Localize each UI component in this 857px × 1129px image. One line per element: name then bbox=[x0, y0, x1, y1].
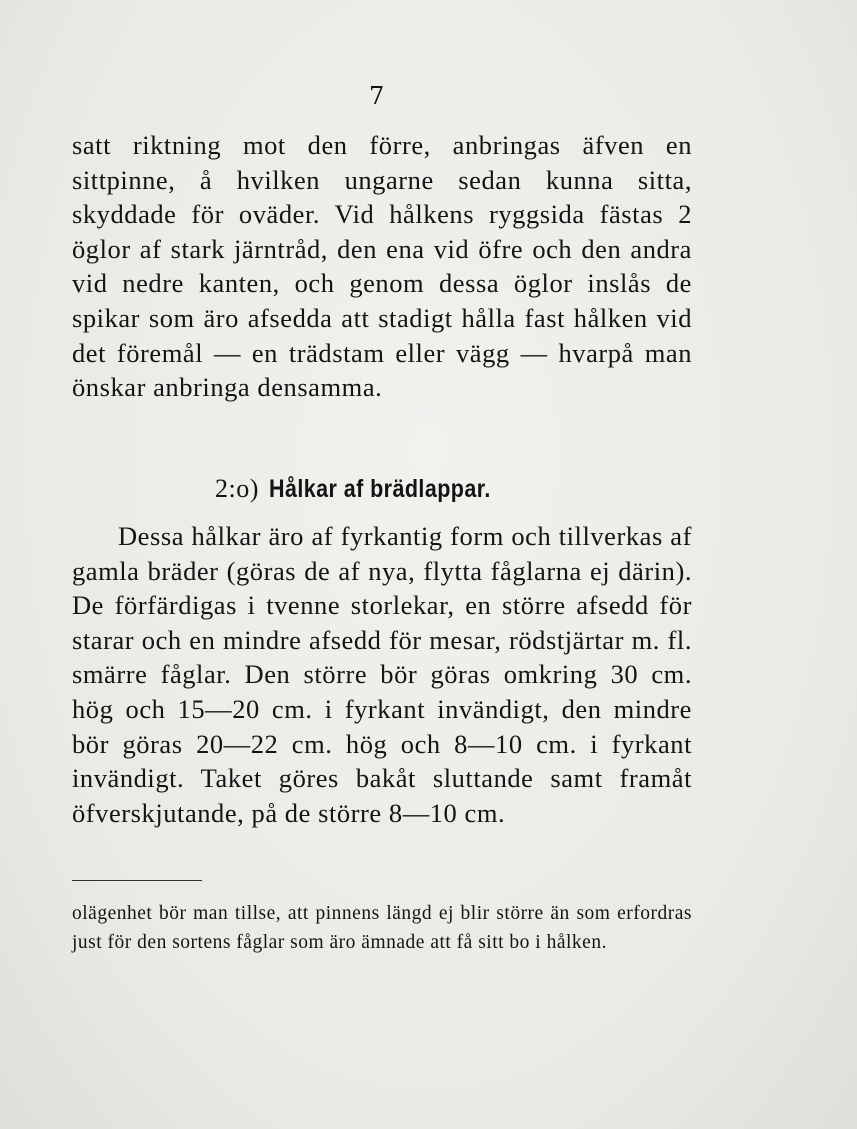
section-number: 2:o) bbox=[215, 474, 259, 503]
paragraph-hallkar: Dessa hålkar äro af fyrkantig form och tillverkas af gamla bräder (göras de af nya, flytta fåglarna ej därin). De förfärdigas i tvenne storlekar, en större afsedd för starar och en mindre afsedd för mesar, rödstjärtar m. fl. smärre fåglar. Den större bör göras omkring 30 cm. hög och 15—20 cm. i fyrkant invändigt, den mindre bör göras 20—22 cm. hög och 8—10 cm. i fyrkant invändigt. Taket göres bakåt sluttande samt framåt öfverskjutande, på de större 8—10 cm. bbox=[72, 521, 692, 828]
footnote-text: olägenhet bör man tillse, att pinnens längd ej blir större än som erfordras just för den sortens fåglar som äro ämnade att få sitt bo i hålken. bbox=[72, 903, 692, 953]
page-number: 7 bbox=[369, 82, 385, 110]
section-heading bbox=[215, 474, 527, 504]
section-title: Hålkar af brädlappar. bbox=[269, 475, 492, 503]
paragraph-continued: satt riktning mot den förre, anbringas äfven en sittpinne, å hvilken ungarne sedan kunna sitta, skyddade för oväder. Vid hålkens ryggsida fästas 2 öglor af stark järntråd, den ena vid öfre och den andra vid nedre kanten, och genom dessa öglor inslås de spikar som äro afsedda att stadigt hålla fast hålken vid det föremål — en trädstam eller vägg — hvarpå man önskar anbringa densamma. bbox=[72, 130, 692, 403]
footnote-divider bbox=[72, 880, 202, 881]
